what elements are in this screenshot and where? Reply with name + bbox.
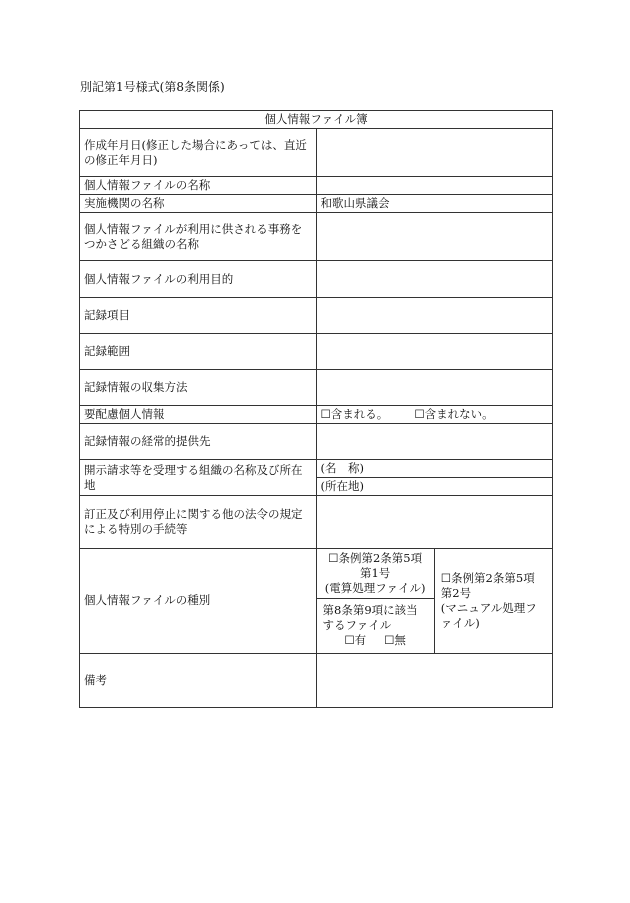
sensitive-contains-checkbox[interactable]: ☐含まれる。 xyxy=(320,407,389,421)
collection-method-field[interactable] xyxy=(316,370,553,406)
sensitive-not-contains-checkbox[interactable]: ☐含まれない。 xyxy=(414,407,494,421)
electronic-file-checkbox-label: ☐条例第2条第5項第1号 xyxy=(328,551,423,580)
row-label-agency: 実施機関の名称 xyxy=(80,195,317,213)
row-label-sensitive: 要配慮個人情報 xyxy=(80,406,317,424)
agency-value: 和歌山県議会 xyxy=(316,195,553,213)
row-label-regular-recipient: 記録情報の経常的提供先 xyxy=(80,424,317,460)
row-label-file-type: 個人情報ファイルの種別 xyxy=(80,549,317,654)
clause-8-9-label: 第8条第9項に該当するファイル xyxy=(322,603,418,633)
record-items-field[interactable] xyxy=(316,298,553,334)
row-label-created-date: 作成年月日(修正した場合にあっては、直近の修正年月日) xyxy=(80,129,317,177)
manual-file-sublabel: (マニュアル処理ファイル) xyxy=(440,600,537,630)
created-date-field[interactable] xyxy=(316,129,553,177)
form-heading: 別記第1号様式(第8条関係) xyxy=(80,80,225,94)
row-label-record-items: 記録項目 xyxy=(80,298,317,334)
special-procedure-field[interactable] xyxy=(316,496,553,549)
row-label-purpose: 個人情報ファイルの利用目的 xyxy=(80,261,317,298)
purpose-field[interactable] xyxy=(316,261,553,298)
manual-file-option[interactable] xyxy=(434,549,552,653)
file-name-field[interactable] xyxy=(316,177,553,195)
row-label-file-name: 個人情報ファイルの名称 xyxy=(80,177,317,195)
disclosure-org-address-field[interactable]: (所在地) xyxy=(316,478,553,496)
personal-info-file-register-table xyxy=(79,110,553,708)
clause-8-9-cell xyxy=(317,599,435,653)
file-type-subtable xyxy=(317,549,553,653)
managing-org-field[interactable] xyxy=(316,213,553,261)
sensitive-options xyxy=(316,406,553,424)
electronic-file-option[interactable] xyxy=(317,549,435,599)
regular-recipient-field[interactable] xyxy=(316,424,553,460)
row-label-remarks: 備考 xyxy=(80,653,317,707)
file-type-cell xyxy=(316,549,553,654)
row-label-record-scope: 記録範囲 xyxy=(80,334,317,370)
row-label-disclosure-org: 開示請求等を受理する組織の名称及び所在地 xyxy=(80,460,317,496)
clause-no-checkbox[interactable]: ☐無 xyxy=(384,633,406,648)
remarks-field[interactable] xyxy=(316,653,553,707)
row-label-managing-org: 個人情報ファイルが利用に供される事務をつかさどる組織の名称 xyxy=(80,213,317,261)
manual-file-checkbox-label: ☐条例第2条第5項第2号 xyxy=(440,570,535,600)
table-title: 個人情報ファイル簿 xyxy=(80,111,553,129)
record-scope-field[interactable] xyxy=(316,334,553,370)
electronic-file-sublabel: (電算処理ファイル) xyxy=(324,581,426,595)
clause-yes-checkbox[interactable]: ☐有 xyxy=(344,633,367,648)
row-label-special-procedure: 訂正及び利用停止に関する他の法令の規定による特別の手続等 xyxy=(80,496,317,549)
row-label-collection-method: 記録情報の収集方法 xyxy=(80,370,317,406)
disclosure-org-name-field[interactable]: (名 称) xyxy=(316,460,553,478)
